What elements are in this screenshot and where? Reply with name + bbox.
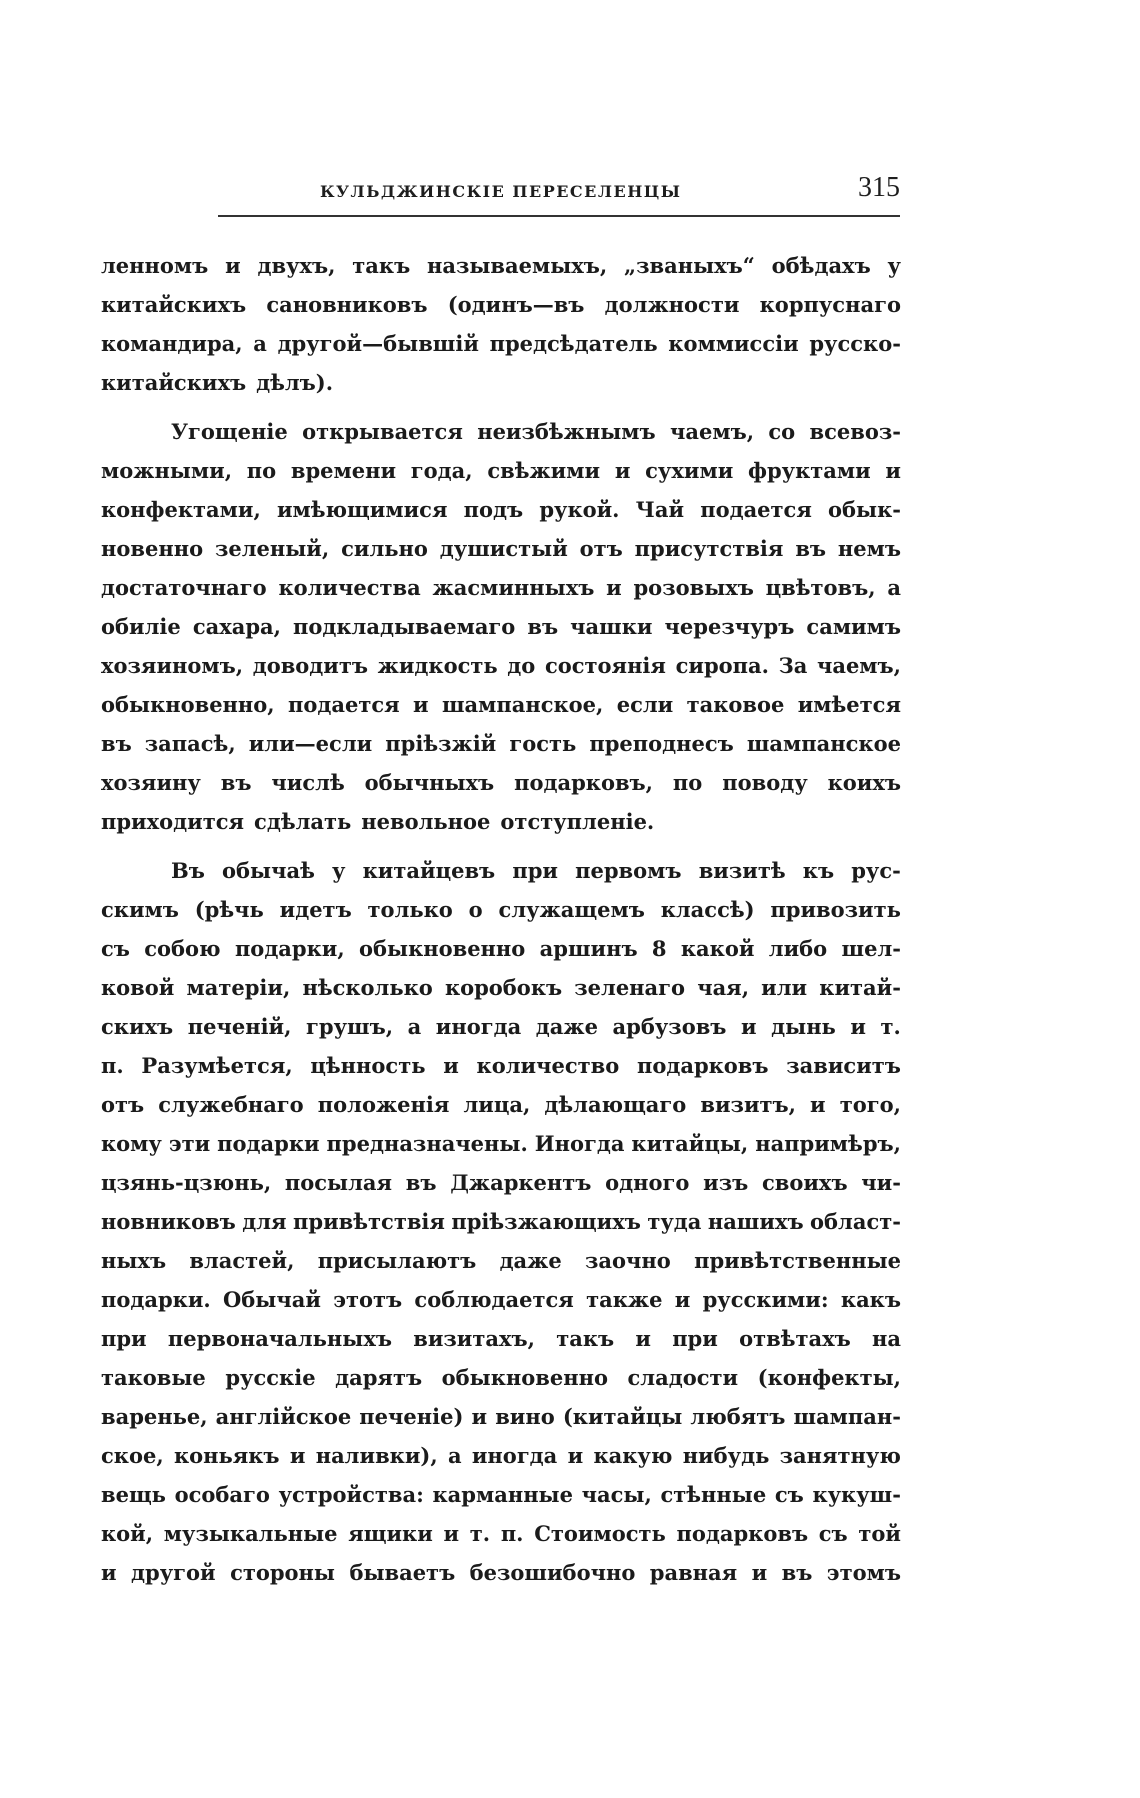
paragraph-gap xyxy=(101,402,901,412)
text-line: вещь особаго устройства: карманные часы, стѣнные съ кукуш- xyxy=(101,1482,901,1507)
text-line: конфектами, имѣющимися подъ рукой. Чай подается обык- xyxy=(101,497,901,522)
paragraph xyxy=(101,412,901,841)
text-line: цзянь-цзюнь, посылая въ Джаркентъ одного изъ своихъ чи- xyxy=(101,1170,901,1195)
page-number: 315 xyxy=(858,172,900,203)
text-line: съ собою подарки, обыкновенно аршинъ 8 какой либо шел- xyxy=(101,936,901,961)
running-title: КУЛЬДЖИНСКІЕ ПЕРЕСЕЛЕНЦЫ xyxy=(320,182,682,201)
text-body xyxy=(101,246,901,1592)
text-line: обыкновенно, подается и шампанское, если таковое имѣется xyxy=(101,692,901,717)
text-line: кому эти подарки предназначены. Иногда китайцы, напримѣръ, xyxy=(101,1131,901,1156)
text-line: кой, музыкальные ящики и т. п. Стоимость подарковъ съ той xyxy=(101,1521,901,1546)
text-line: при первоначальныхъ визитахъ, такъ и при отвѣтахъ на xyxy=(101,1326,901,1351)
text-line: новенно зеленый, сильно душистый отъ присутствія въ немъ xyxy=(101,536,901,561)
paragraph xyxy=(101,851,901,1592)
text-line: отъ служебнаго положенія лица, дѣлающаго визитъ, и того, xyxy=(101,1092,901,1117)
text-line: новниковъ для привѣтствія пріѣзжающихъ туда нашихъ област- xyxy=(101,1209,901,1234)
page-header xyxy=(218,168,900,218)
text-line: хозяину въ числѣ обычныхъ подарковъ, по поводу коихъ xyxy=(101,770,901,795)
text-line: командира, а другой—бывшій предсѣдатель коммиссіи русско- xyxy=(101,331,901,356)
text-line: можными, по времени года, свѣжими и сухими фруктами и xyxy=(101,458,901,483)
text-line: ныхъ властей, присылаютъ даже заочно привѣтственные xyxy=(101,1248,901,1273)
text-line: достаточнаго количества жасминныхъ и розовыхъ цвѣтовъ, а xyxy=(101,575,901,600)
text-line: скимъ (рѣчь идетъ только о служащемъ классѣ) привозить xyxy=(101,897,901,922)
text-line: обиліе сахара, подкладываемаго въ чашки черезчуръ самимъ xyxy=(101,614,901,639)
text-line: приходится сдѣлать невольное отступленіе. xyxy=(101,809,655,834)
text-line: китайскихъ дѣлъ). xyxy=(101,370,334,395)
text-line: ское, коньякъ и наливки), а иногда и какую нибудь занятную xyxy=(101,1443,901,1468)
text-line: подарки. Обычай этотъ соблюдается также и русскими: какъ xyxy=(101,1287,901,1312)
text-line: ковой матеріи, нѣсколько коробокъ зеленаго чая, или китай- xyxy=(101,975,901,1000)
header-rule xyxy=(218,215,900,217)
paragraph-gap xyxy=(101,841,901,851)
text-line: Угощеніе открывается неизбѣжнымъ чаемъ, со всевоз- xyxy=(171,419,901,444)
text-line: таковые русскіе дарятъ обыкновенно сладости (конфекты, xyxy=(101,1365,901,1390)
paragraph xyxy=(101,246,901,402)
text-line: скихъ печеній, грушъ, а иногда даже арбузовъ и дынь и т. xyxy=(101,1014,901,1039)
text-line: Въ обычаѣ у китайцевъ при первомъ визитѣ къ рус- xyxy=(171,858,901,883)
text-line: п. Разумѣется, цѣнность и количество подарковъ зависитъ xyxy=(101,1053,901,1078)
text-line: въ запасѣ, или—если пріѣзжій гость преподнесъ шампанское xyxy=(101,731,901,756)
text-line: варенье, англійское печеніе) и вино (китайцы любятъ шампан- xyxy=(101,1404,901,1429)
text-line: китайскихъ сановниковъ (одинъ—въ должности корпуснаго xyxy=(101,292,901,317)
text-line: и другой стороны бываетъ безошибочно равная и въ этомъ xyxy=(101,1560,901,1585)
text-line: хозяиномъ, доводитъ жидкость до состоянія сиропа. За чаемъ, xyxy=(101,653,901,678)
text-line: ленномъ и двухъ, такъ называемыхъ, „званыхъ“ обѣдахъ у xyxy=(101,253,901,278)
